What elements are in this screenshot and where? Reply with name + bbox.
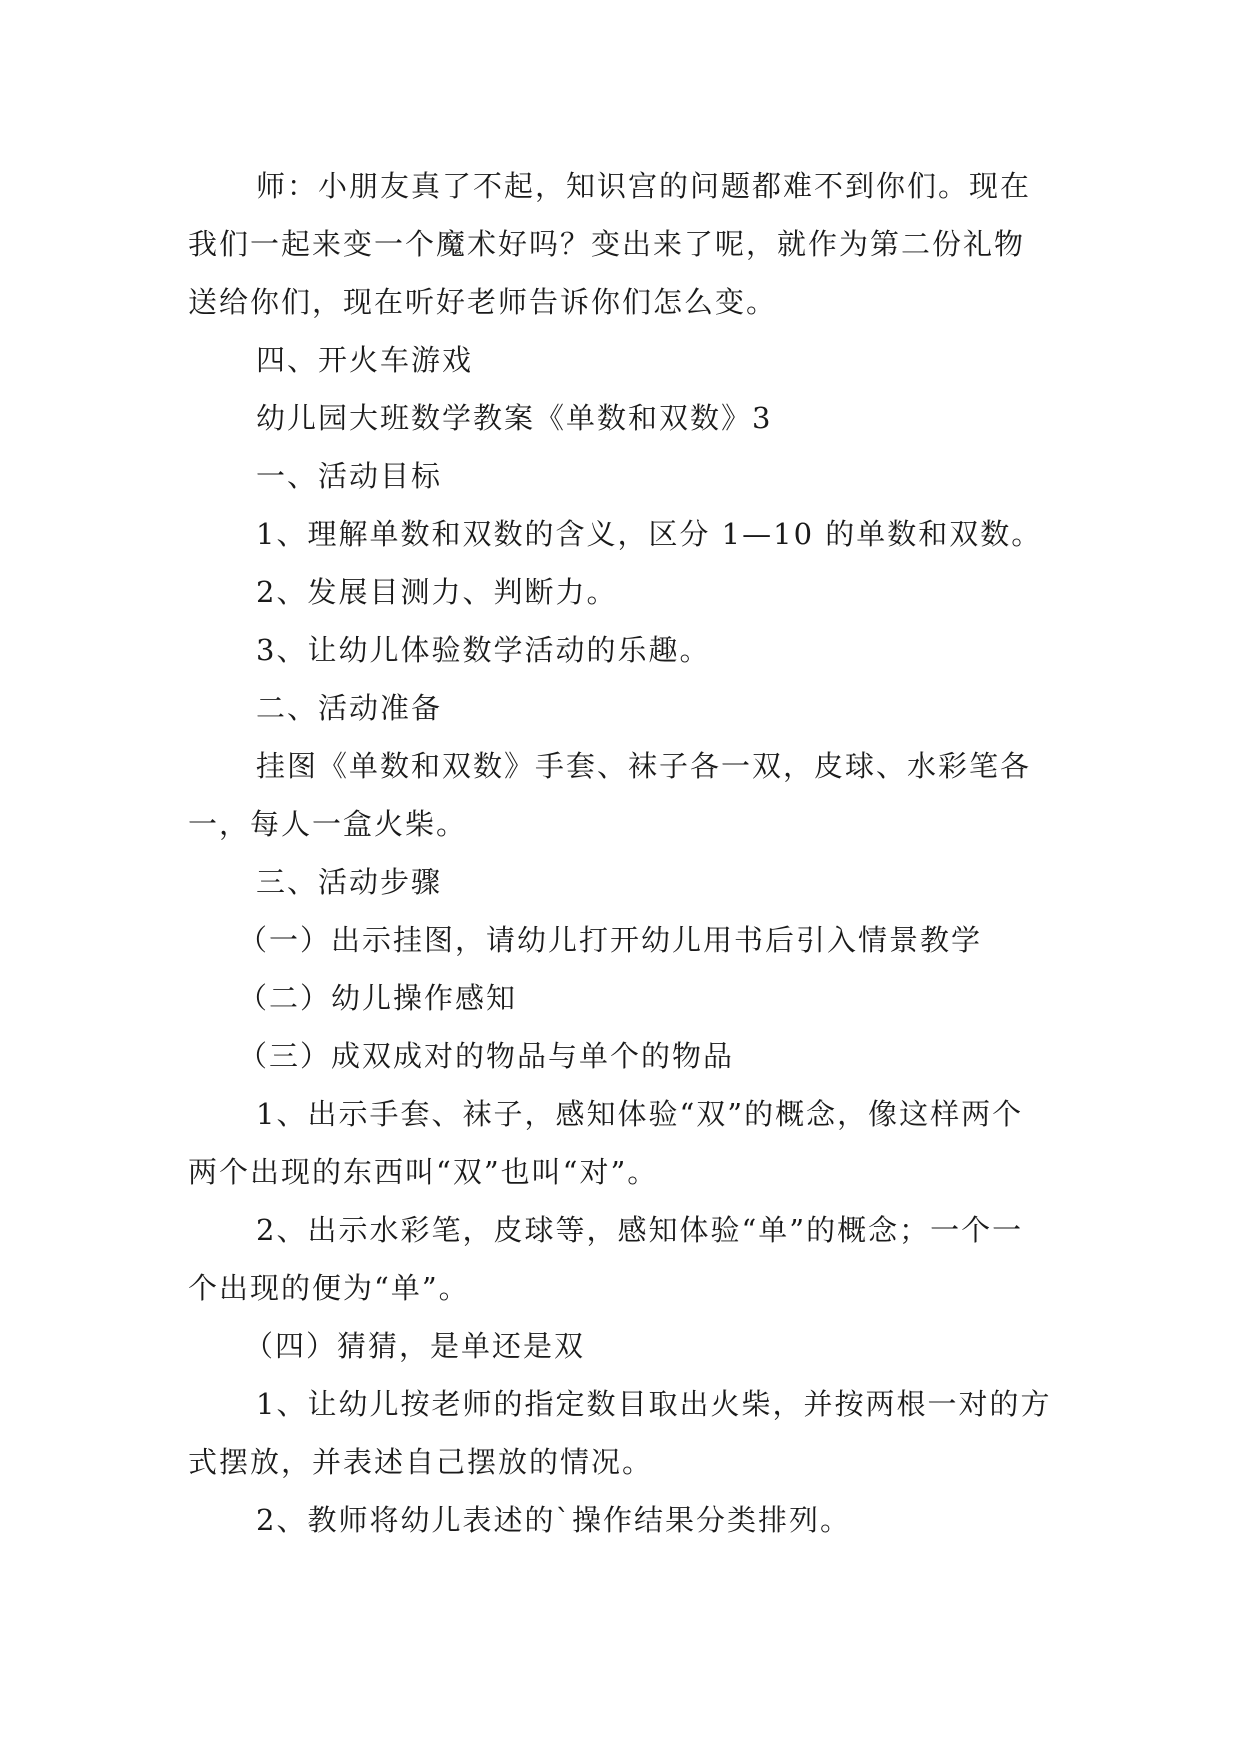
goal-item-2: 2、发展目测力、判断力。 xyxy=(256,575,618,609)
heading-activity-preparation: 二、活动准备 xyxy=(256,691,443,725)
heading-activity-goals: 一、活动目标 xyxy=(256,459,443,493)
step-3: （三）成双成对的物品与单个的物品 xyxy=(238,1039,735,1073)
step-4-item-2: 2、教师将幼儿表述的`操作结果分类排列。 xyxy=(256,1503,851,1537)
step-3-item-1: 1、出示手套、袜子，感知体验“双”的概念，像这样两个两个出现的东西叫“双”也叫“对”。 xyxy=(188,1097,1024,1189)
step-1: （一）出示挂图，请幼儿打开幼儿用书后引入情景教学 xyxy=(238,923,983,957)
goal-item-1: 1、理解单数和双数的含义，区分 1—10 的单数和双数。 xyxy=(256,517,1043,551)
lesson-title: 幼儿园大班数学教案《单数和双数》3 xyxy=(256,401,773,435)
step-4: （四）猜猜，是单还是双 xyxy=(244,1329,586,1363)
document-body xyxy=(188,157,1054,1549)
heading-train-game: 四、开火车游戏 xyxy=(256,343,474,377)
step-3-item-2: 2、出示水彩笔，皮球等，感知体验“单”的概念；一个一个出现的便为“单”。 xyxy=(188,1213,1024,1305)
step-2: （二）幼儿操作感知 xyxy=(238,981,518,1015)
heading-activity-steps: 三、活动步骤 xyxy=(256,865,443,899)
paragraph-teacher-dialogue: 师：小朋友真了不起，知识宫的问题都难不到你们。现在我们一起来变一个魔术好吗？变出来了呢，就作为第二份礼物送给你们，现在听好老师告诉你们怎么变。 xyxy=(188,169,1032,319)
goal-item-3: 3、让幼儿体验数学活动的乐趣。 xyxy=(256,633,711,667)
step-4-item-1: 1、让幼儿按老师的指定数目取出火柴，并按两根一对的方式摆放，并表述自己摆放的情况。 xyxy=(188,1387,1052,1479)
preparation-materials: 挂图《单数和双数》手套、袜子各一双，皮球、水彩笔各一，每人一盒火柴。 xyxy=(188,749,1032,841)
